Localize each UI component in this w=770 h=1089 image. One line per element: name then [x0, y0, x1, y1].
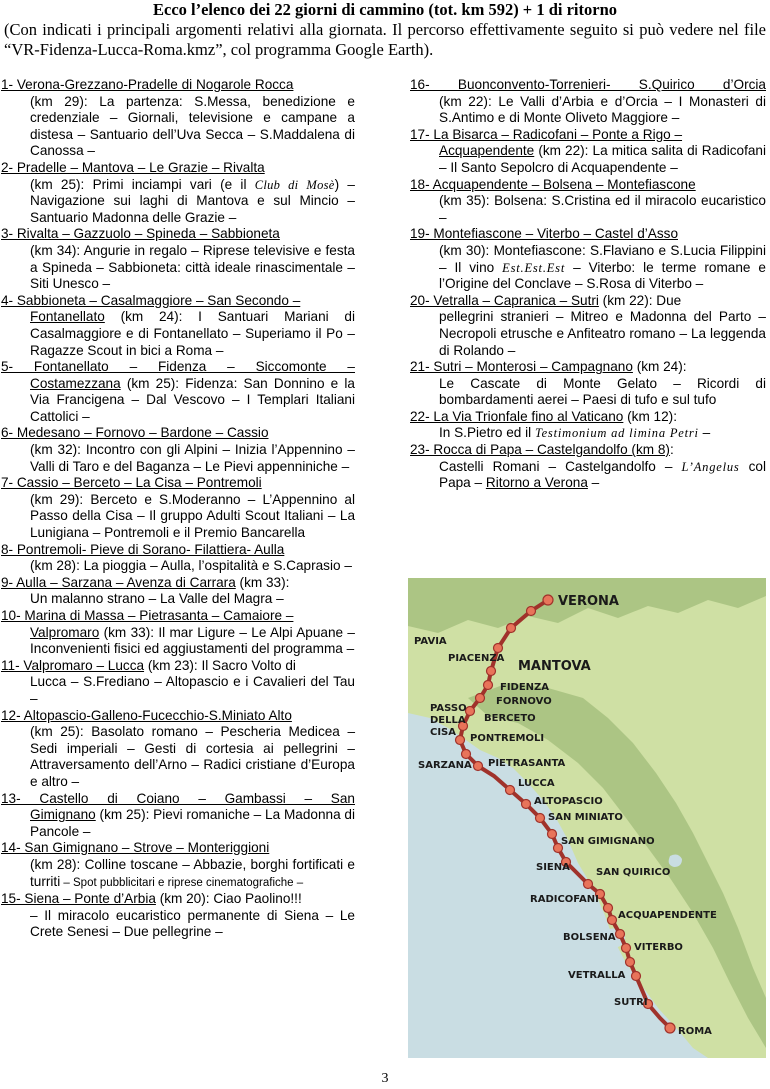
- stage-22-italic: Testimonium ad limina Petri: [534, 426, 699, 441]
- stage-7-title: 7- Cassio – Berceto – La Cisa – Pontremoli: [1, 475, 262, 491]
- stage-1: [1, 77, 355, 160]
- map-label-san-miniato: SAN MINIATO: [548, 812, 623, 823]
- map-label-pavia: PAVIA: [414, 636, 447, 647]
- map-label-acquapendente: ACQUAPENDENTE: [618, 910, 717, 921]
- stage-22-km: (km 12):: [623, 408, 677, 424]
- stage-22-title-line: [410, 409, 766, 426]
- map-label-pontremoli: PONTREMOLI: [470, 733, 545, 744]
- stop-mantova: [507, 624, 516, 633]
- page-number: 3: [381, 1071, 389, 1086]
- stage-19-italic: Est.Est.Est: [502, 260, 566, 275]
- stop-acquapendente: [604, 904, 613, 913]
- map-label-mantova: MANTOVA: [518, 659, 591, 674]
- map-label-viterbo: VITERBO: [634, 942, 683, 953]
- stage-21-title-line: [410, 359, 766, 376]
- map-label-vetralla: VETRALLA: [568, 970, 626, 981]
- stage-15-text: – Il miracolo eucaristico permanente di Siena – Le Crete Senesi – Due pellegrine –: [30, 907, 355, 940]
- stage-10-title-b: Valpromaro: [30, 624, 100, 640]
- stage-17-text: [410, 143, 766, 176]
- stop-verona: [543, 595, 553, 605]
- map-label-verona: VERONA: [558, 594, 619, 609]
- stage-4-title-b: Fontanellato: [30, 309, 105, 325]
- stage-20: [410, 293, 766, 359]
- stage-2-text: [1, 177, 355, 227]
- stage-17-title: 17- La Bisarca – Radicofani – Ponte a Rigo –: [410, 126, 683, 142]
- map-label-fornovo: FORNOVO: [496, 696, 552, 707]
- stage-17: [410, 127, 766, 177]
- stage-9-text: Un malanno strano – La Valle del Magra –: [30, 591, 284, 607]
- stop-pietrasanta: [474, 762, 483, 771]
- stage-21-text: Le Cascate di Monte Gelato – Ricordi di bombardamenti aerei – Paesi di tufo e sul tufo: [439, 375, 766, 408]
- map-label-radicofani: RADICOFANI: [530, 894, 599, 905]
- stage-18-text: (km 35): Bolsena: S.Cristina ed il miracolo eucaristico –: [439, 193, 766, 225]
- stage-12-text: (km 25): Basolato romano – Pescheria Medicea – Sedi imperiali – Gesti di cortesia ai pellegrini – Attraversamento dell’Arno – Radici cristiane d’Europa e altro –: [30, 724, 355, 789]
- page-header: [0, 0, 770, 60]
- stage-2-italic: Club di Mosè: [254, 177, 335, 192]
- stage-8-title: 8- Pontremoli- Pieve di Sorano- Filattiera- Aulla: [1, 541, 285, 557]
- stage-5-body: (km 25): Fidenza: San Donnino e la Via Francigena – Dal Vescovo – I Templari Italiani Cattolici –: [30, 375, 355, 424]
- map-label-siena: SIENA: [536, 862, 570, 873]
- stop-lucca: [506, 786, 515, 795]
- stage-14-title: 14- San Gimignano – Strove – Monteriggioni: [1, 840, 270, 856]
- map-label-lucca: LUCCA: [518, 778, 555, 789]
- stop-sarzana: [462, 750, 471, 759]
- stage-23-colon: :: [669, 442, 674, 458]
- stage-23-text-a: Castelli Romani – Castelgandolfo –: [439, 458, 682, 474]
- stage-19-title: 19- Montefiascone – Viterbo – Castel d’Asso: [410, 226, 678, 242]
- stage-22-text: [410, 425, 766, 442]
- stage-2: [1, 160, 355, 226]
- page-title: Ecco l’elenco dei 22 giorni di cammino (tot. km 592) + 1 di ritorno: [152, 0, 617, 19]
- stage-16: [410, 77, 766, 127]
- stage-23-title-line: [410, 442, 766, 459]
- stage-19-text-b: – Viterbo: le terme romane e l’Origine del Conclave – S.Rosa di Viterbo –: [439, 259, 766, 292]
- stage-5: [1, 359, 355, 425]
- stage-9-title: 9- Aulla – Sarzana – Avenza di Carrara: [1, 574, 236, 590]
- stop-3: [494, 644, 503, 653]
- stage-4-body: (km 24): I Santuari Mariani di Casalmaggiore e di Fontanellato – Superiamo il Po – Ragazze Scout in bici a Roma –: [30, 309, 355, 358]
- stage-22-text-b: –: [698, 425, 711, 441]
- stage-11: [1, 658, 355, 708]
- stage-20-title-line: [410, 293, 766, 310]
- stage-2-text-b: ) – Navigazione sui laghi di Mantova e sul Mincio – Santuario Madonna delle Grazie –: [30, 176, 355, 225]
- stage-10-body: (km 33): Il mar Ligure – Le Alpi Apuane – Inconvenienti fisici ed aggiustamenti del programma –: [30, 624, 355, 657]
- stop-san-gimignano: [548, 830, 557, 839]
- map-label-passo-1: PASSO: [430, 703, 467, 714]
- stop-berceto: [476, 694, 485, 703]
- stop-altopascio: [522, 800, 531, 809]
- stop-roma: [665, 1023, 675, 1033]
- stage-7-text: (km 29): Berceto e S.Moderanno – L’Appennino al Passo della Cisa – Il gruppo Adulti Scout Italiani – La Lunigiana – Pontremoli e il Premio Bancarella: [30, 491, 355, 541]
- stage-11-title-line: [1, 658, 355, 675]
- stage-17-title-b: Acquapendente: [439, 143, 535, 159]
- map-label-berceto: BERCETO: [484, 713, 536, 724]
- stage-4-text: [1, 309, 355, 359]
- stages-column-left: [1, 77, 355, 941]
- stage-8-text: (km 28): La pioggia – Aulla, l’ospitalità e S.Caprasio –: [30, 558, 352, 574]
- stage-2-title: 2- Pradelle – Mantova – Le Grazie – Rivalta: [1, 159, 265, 175]
- stages-column-right: [410, 77, 766, 492]
- stage-14: [1, 840, 355, 891]
- map-label-san-quirico: SAN QUIRICO: [596, 867, 671, 878]
- map-label-passo-2: DELLA: [430, 715, 466, 726]
- stage-3-text: (km 34): Angurie in regalo – Riprese televisive e festa a Spineda – Sabbioneta: città ideale rinascimentale – Siti Unesco –: [30, 242, 355, 292]
- stage-11-text: Lucca – S.Frediano – Altopascio e i Cavalieri del Tau –: [30, 674, 355, 706]
- stage-21-km: (km 24):: [632, 359, 687, 375]
- stage-15-title-line: [1, 891, 355, 908]
- stage-13-title-b: Gimignano: [30, 807, 96, 823]
- stage-3-title: 3- Rivalta – Gazzuolo – Spineda – Sabbioneta: [1, 226, 280, 242]
- stage-1-title: 1- Verona-Grezzano-Pradelle di Nogarole Rocca: [1, 77, 294, 92]
- stage-5-title: 5- Fontanellato – Fidenza – Siccomonte –: [1, 359, 355, 375]
- stage-20-km: (km 22): Due: [598, 292, 682, 308]
- stage-13-text: [1, 807, 355, 840]
- stage-23: [410, 442, 766, 492]
- stage-10: [1, 608, 355, 658]
- stage-15: [1, 891, 355, 941]
- stage-23-text-c: –: [587, 475, 600, 491]
- map-label-altopascio: ALTOPASCIO: [534, 796, 603, 807]
- stop-aulla: [456, 736, 465, 745]
- stage-9-title-line: [1, 575, 355, 592]
- stop-fornovo: [484, 681, 493, 690]
- return-link[interactable]: Ritorno a Verona: [485, 475, 588, 491]
- stage-18-title: 18- Acquapendente – Bolsena – Montefiascone: [410, 176, 696, 192]
- stage-22-text-a: In S.Pietro ed il: [439, 425, 535, 441]
- stage-23-text-b: col Papa –: [439, 458, 767, 491]
- stage-5-text: [1, 376, 355, 426]
- map-label-bolsena: BOLSENA: [563, 932, 616, 943]
- stage-12-title: 12- Altopascio-Galleno-Fucecchio-S.Miniato Alto: [1, 707, 292, 723]
- stop-cisa: [466, 707, 475, 716]
- stage-10-title: 10- Marina di Massa – Pietrasanta – Camaiore –: [1, 608, 294, 623]
- stage-20-title: 20- Vetralla – Capranica – Sutri: [410, 292, 599, 308]
- map-label-sarzana: SARZANA: [418, 760, 472, 771]
- stop-san-miniato: [536, 814, 545, 823]
- stage-11-title: 11- Valpromaro – Lucca: [1, 657, 145, 673]
- stop-san-quirico: [584, 880, 593, 889]
- stage-9-km: (km 33):: [235, 574, 290, 590]
- stop-sutri: [632, 972, 641, 981]
- stage-16-text: (km 22): Le Valli d’Arbia e d’Orcia – I Monasteri di S.Antimo e di Monte Oliveto Maggiore –: [439, 93, 766, 126]
- stop-montefiascone: [616, 930, 625, 939]
- stage-14-small: – Spot pubblicitari e riprese cinematografiche –: [60, 876, 304, 889]
- stage-4-title: 4- Sabbioneta – Casalmaggiore – San Secondo –: [1, 292, 301, 308]
- stage-4: [1, 293, 355, 359]
- stage-23-text: [410, 459, 766, 492]
- stage-6-title: 6- Medesano – Fornovo – Bardone – Cassio: [1, 425, 269, 441]
- stage-6: [1, 425, 355, 475]
- map-label-roma: ROMA: [678, 1026, 712, 1037]
- stage-3: [1, 226, 355, 292]
- stage-1-text: (km 29): La partenza: S.Messa, benedizione e credenziale – Giornali, televisione e campane a distesa – Santuario dell’Uva Secca – S.Maddalena di Canossa –: [30, 93, 355, 159]
- stage-20-text: pellegrini stranieri – Mitreo e Madonna del Parto – Necropoli etrusche e Anfiteatro romano – La leggenda di Rolando –: [439, 309, 766, 358]
- stage-19-text-a: (km 30): Montefiascone: S.Flaviano e S.Lucia Filippini – Il vino: [439, 242, 766, 275]
- stage-6-text: (km 32): Incontro con gli Alpini – Inizia l’Appennino – Valli di Taro e del Baganza – Le Pievi appenniniche –: [30, 442, 355, 474]
- stage-22-title: 22- La Via Trionfale fino al Vaticano: [410, 408, 624, 424]
- stage-19-text: [410, 243, 766, 293]
- stage-21-title: 21- Sutri – Monterosi – Campagnano: [410, 359, 633, 375]
- stage-21: [410, 359, 766, 409]
- stage-2-text-a: (km 25): Primi inciampi vari (e il: [30, 176, 255, 192]
- stage-15-km: (km 20): Ciao Paolino!!!: [155, 891, 302, 907]
- stage-7: [1, 475, 355, 541]
- stage-14-body: (km 28): Colline toscane – Abbazie, borghi fortificati e turriti: [30, 856, 355, 889]
- stage-13: [1, 791, 355, 841]
- stage-19: [410, 226, 766, 292]
- stage-10-text: [1, 625, 355, 658]
- stop-bolsena: [608, 916, 617, 925]
- stop-fidenza: [487, 667, 496, 676]
- stage-5-title-b: Costamezzana: [30, 375, 121, 391]
- map-label-passo-3: CISA: [430, 727, 457, 738]
- stage-16-title: 16- Buonconvento-Torrenieri- S.Quirico d’Orcia: [410, 77, 766, 92]
- stage-13-title: 13- Castello di Coiano – Gambassi – San: [1, 790, 355, 806]
- map-label-pietrasanta: PIETRASANTA: [488, 758, 566, 769]
- stage-23-italic: L’Angelus: [681, 459, 740, 474]
- map-label-fidenza: FIDENZA: [500, 682, 550, 693]
- stage-9: [1, 575, 355, 608]
- stop-vetralla: [626, 958, 635, 967]
- stop-1: [527, 607, 536, 616]
- stage-18: [410, 177, 766, 227]
- stop-viterbo: [622, 944, 631, 953]
- route-map: [408, 578, 766, 1058]
- stage-15-title: 15- Siena – Ponte d’Arbia: [1, 891, 156, 907]
- stage-23-title: 23- Rocca di Papa – Castelgandolfo (km 8): [410, 442, 670, 458]
- stage-14-text: [1, 857, 355, 891]
- stage-11-km: (km 23): Il Sacro Volto di: [144, 657, 296, 673]
- stage-22: [410, 409, 766, 442]
- map-label-sutri: SUTRI: [614, 997, 648, 1008]
- map-label-san-gimignano: SAN GIMIGNANO: [561, 836, 655, 847]
- page-subtitle: (Con indicati i principali argomenti relativi alla giornata. Il percorso effettivamente seguito si può vedere nel file “VR-Fidenza-Lucca-Roma.kmz”, col programma Google Earth).: [4, 20, 766, 59]
- stage-17-body: (km 22): La mitica salita di Radicofani – Il Santo Sepolcro di Acquapendente –: [439, 143, 766, 175]
- stage-13-body: (km 25): Pievi romaniche – La Madonna di Pancole –: [30, 807, 355, 839]
- stage-8: [1, 542, 355, 575]
- map-label-piacenza: PIACENZA: [448, 653, 505, 664]
- stage-12: [1, 708, 355, 791]
